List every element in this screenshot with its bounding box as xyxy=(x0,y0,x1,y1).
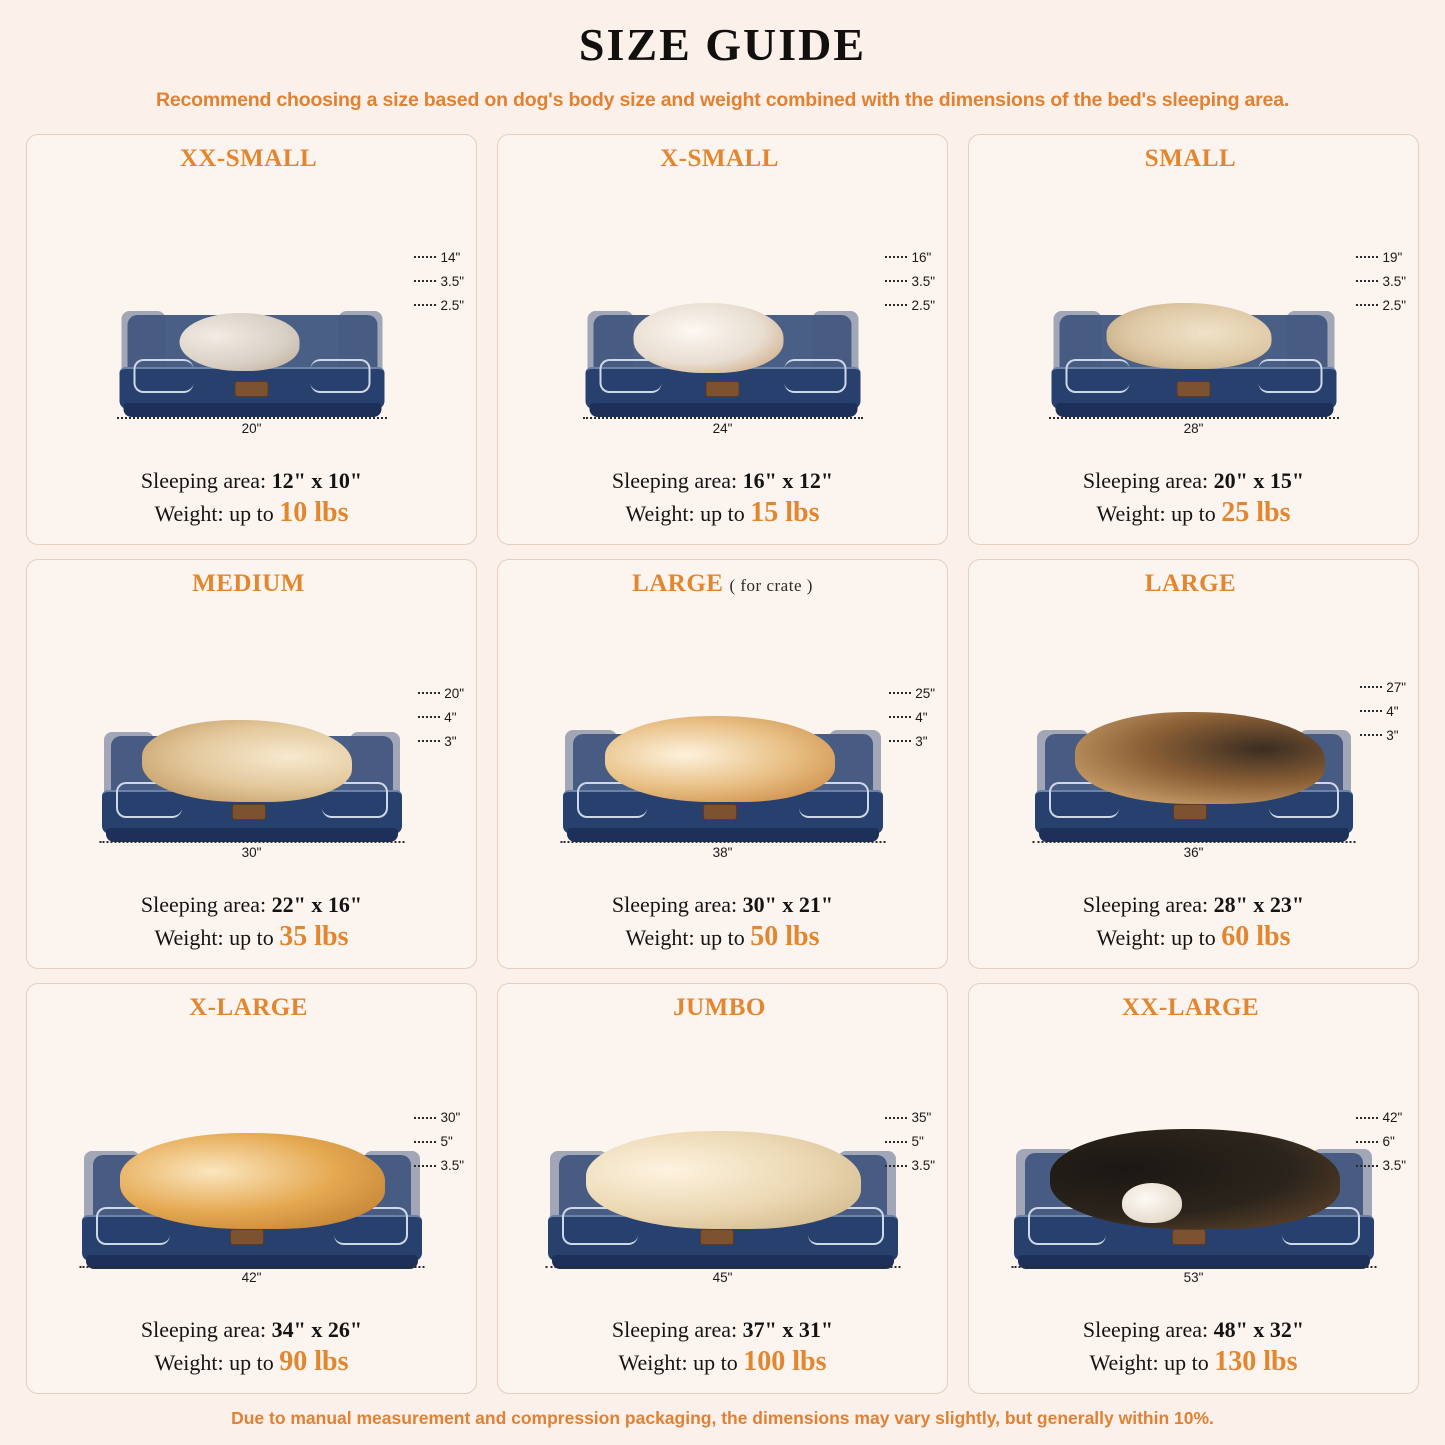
bed-illustration xyxy=(506,1024,939,1311)
bed-illustration xyxy=(977,175,1410,462)
dim-width: 30" xyxy=(99,841,404,860)
card-title-text: X-SMALL xyxy=(660,145,779,172)
bed-base xyxy=(589,403,857,417)
height-dimensions xyxy=(414,1110,464,1173)
dim-height: 42" xyxy=(1356,1110,1402,1125)
brand-tag xyxy=(1172,1229,1206,1245)
card-title xyxy=(660,145,785,173)
bed-illustration xyxy=(506,175,939,462)
dog-bed-graphic xyxy=(1014,1135,1374,1275)
dim-base: 2.5" xyxy=(885,298,935,313)
bed-illustration xyxy=(35,1024,468,1311)
card-title-text: X-LARGE xyxy=(189,994,308,1022)
size-card-medium xyxy=(26,559,477,970)
card-title xyxy=(673,994,772,1022)
size-card-grid xyxy=(26,134,1419,1394)
card-title-text: XX-LARGE xyxy=(1121,994,1260,1022)
animal-chihuahua xyxy=(1122,1183,1182,1223)
sleeping-area-line: Sleeping area: 28" x 23" xyxy=(1082,892,1305,918)
brand-tag xyxy=(703,804,737,820)
height-dimensions xyxy=(1356,1110,1406,1173)
sleeping-area-value: 34" x 26" xyxy=(271,1317,363,1342)
card-title-note: ( for crate ) xyxy=(729,575,813,595)
dim-bolster: 4" xyxy=(418,710,456,725)
dim-height: 25" xyxy=(889,686,935,701)
card-title-text: SMALL xyxy=(1144,145,1237,172)
weight-value: 130 lbs xyxy=(1214,1346,1298,1378)
brand-tag xyxy=(705,381,739,397)
dim-base: 2.5" xyxy=(1356,298,1406,313)
bed-base xyxy=(123,403,381,417)
height-dimensions xyxy=(414,250,464,313)
sleeping-area-line: Sleeping area: 30" x 21" xyxy=(611,892,834,918)
card-title xyxy=(192,570,311,598)
dim-bolster: 3.5" xyxy=(885,274,935,289)
sleeping-area-value: 28" x 23" xyxy=(1213,892,1305,918)
brand-tag xyxy=(1176,381,1210,397)
weight-value: 50 lbs xyxy=(750,921,820,953)
weight-line: Weight: up to 100 lbs xyxy=(618,1346,827,1378)
dim-base: 3" xyxy=(889,734,927,749)
bed-illustration xyxy=(977,1024,1410,1311)
weight-line: Weight: up to 25 lbs xyxy=(1096,496,1291,528)
brand-tag xyxy=(1173,804,1207,820)
dog-bed-graphic xyxy=(102,718,402,848)
card-specs xyxy=(612,466,833,532)
dim-bolster: 3.5" xyxy=(1356,274,1406,289)
sleeping-area-line: Sleeping area: 48" x 32" xyxy=(1082,1317,1305,1342)
card-specs xyxy=(612,1315,833,1381)
card-title-text: LARGE xyxy=(632,569,724,597)
dim-base: 3.5" xyxy=(1356,1158,1406,1173)
dim-base: 3" xyxy=(418,734,456,749)
weight-value: 25 lbs xyxy=(1221,496,1291,528)
size-card-xx-small xyxy=(26,134,477,545)
dim-base: 3.5" xyxy=(885,1158,935,1173)
card-title xyxy=(189,994,314,1022)
weight-value: 15 lbs xyxy=(750,496,820,528)
weight-value: 100 lbs xyxy=(743,1346,827,1378)
dim-width: 36" xyxy=(1032,841,1355,860)
dog-bed-graphic xyxy=(82,1137,422,1275)
height-dimensions xyxy=(885,1110,935,1173)
card-specs xyxy=(1083,1315,1304,1381)
weight-line: Weight: up to 50 lbs xyxy=(625,921,820,953)
card-title-text: JUMBO xyxy=(673,994,766,1022)
weight-value: 10 lbs xyxy=(279,496,349,528)
dim-height: 35" xyxy=(885,1110,931,1125)
animal-french-bulldog xyxy=(1106,303,1271,369)
sleeping-area-line: Sleeping area: 20" x 15" xyxy=(1082,467,1305,493)
dim-width: 20" xyxy=(117,417,387,436)
weight-line: Weight: up to 130 lbs xyxy=(1089,1346,1298,1378)
weight-line: Weight: up to 10 lbs xyxy=(154,496,349,528)
bed-piping-right xyxy=(1258,359,1322,393)
card-specs xyxy=(1083,890,1304,956)
dim-height: 20" xyxy=(418,686,464,701)
sleeping-area-value: 37" x 31" xyxy=(742,1317,834,1342)
bed-illustration xyxy=(506,600,939,887)
animal-golden-retriever xyxy=(120,1133,385,1229)
animal-rottweiler xyxy=(1050,1129,1340,1229)
brand-tag xyxy=(234,381,268,397)
dim-width: 28" xyxy=(1049,417,1339,436)
animal-ragdoll-cat xyxy=(179,313,299,371)
height-dimensions xyxy=(418,686,464,749)
bed-illustration xyxy=(35,600,468,887)
brand-tag xyxy=(230,1229,264,1245)
bed-base xyxy=(106,828,398,842)
card-specs xyxy=(141,890,362,956)
dim-height: 19" xyxy=(1356,250,1402,265)
dim-width: 42" xyxy=(79,1266,424,1285)
dog-bed-graphic xyxy=(585,297,860,422)
height-dimensions xyxy=(885,250,935,313)
sleeping-area-value: 16" x 12" xyxy=(742,467,834,493)
sleeping-area-line: Sleeping area: 22" x 16" xyxy=(140,892,363,918)
dog-bed-graphic xyxy=(1035,716,1353,848)
page-title: SIZE GUIDE xyxy=(578,19,867,70)
bed-piping-left xyxy=(599,359,661,393)
dim-bolster: 5" xyxy=(885,1134,923,1149)
sleeping-area-line: Sleeping area: 12" x 10" xyxy=(140,467,363,493)
weight-line: Weight: up to 35 lbs xyxy=(154,921,349,953)
brand-tag xyxy=(232,804,266,820)
weight-value: 90 lbs xyxy=(279,1346,349,1378)
card-title-text: MEDIUM xyxy=(192,569,305,597)
bed-base xyxy=(1039,828,1349,842)
weight-line: Weight: up to 90 lbs xyxy=(154,1346,349,1378)
disclaimer-note: Due to manual measurement and compression packaging, the dimensions may vary slightly, but generally within 10%. xyxy=(231,1408,1214,1428)
size-card-jumbo xyxy=(497,983,948,1394)
size-card-x-small xyxy=(497,134,948,545)
dim-bolster: 6" xyxy=(1356,1134,1394,1149)
animal-shiba-inu xyxy=(605,716,835,802)
dim-base: 3" xyxy=(1360,728,1398,743)
dim-height: 16" xyxy=(885,250,931,265)
dog-bed-graphic xyxy=(563,716,883,848)
size-card-small xyxy=(968,134,1419,545)
animal-australian-shepherd xyxy=(1075,712,1325,804)
bed-piping-right xyxy=(310,359,370,393)
bed-illustration xyxy=(977,600,1410,887)
sleeping-area-line: Sleeping area: 16" x 12" xyxy=(611,467,834,493)
animal-labrador xyxy=(586,1131,861,1229)
dim-width: 24" xyxy=(583,417,863,436)
size-card-x-large xyxy=(26,983,477,1394)
sleeping-area-line: Sleeping area: 34" x 26" xyxy=(140,1317,363,1342)
card-specs xyxy=(141,466,362,532)
dim-height: 27" xyxy=(1360,680,1406,695)
size-card-large-crate xyxy=(497,559,948,970)
weight-value: 35 lbs xyxy=(279,921,349,953)
card-title-text: XX-SMALL xyxy=(179,145,318,172)
bed-illustration xyxy=(35,175,468,462)
brand-tag xyxy=(700,1229,734,1245)
weight-value: 60 lbs xyxy=(1221,921,1291,953)
dim-height: 14" xyxy=(414,250,460,265)
size-card-large xyxy=(968,559,1419,970)
animal-corgi xyxy=(142,720,352,802)
weight-line: Weight: up to 60 lbs xyxy=(1096,921,1291,953)
dim-base: 2.5" xyxy=(414,298,464,313)
sleeping-area-value: 22" x 16" xyxy=(271,892,363,918)
bed-base xyxy=(567,828,879,842)
dim-width: 45" xyxy=(545,1266,900,1285)
sleeping-area-line: Sleeping area: 37" x 31" xyxy=(611,1317,834,1342)
page-subtitle: Recommend choosing a size based on dog's body size and weight combined with the dimensions of the bed's sleeping area. xyxy=(155,89,1290,111)
bed-piping-left xyxy=(1065,359,1129,393)
weight-line: Weight: up to 15 lbs xyxy=(625,496,820,528)
card-title xyxy=(1145,145,1242,173)
dog-bed-graphic xyxy=(119,297,384,422)
card-title xyxy=(180,145,323,173)
sleeping-area-value: 12" x 10" xyxy=(271,467,363,493)
dog-bed-graphic xyxy=(1051,297,1336,422)
dim-width: 38" xyxy=(560,841,885,860)
bed-piping-right xyxy=(784,359,846,393)
size-card-xx-large xyxy=(968,983,1419,1394)
card-title xyxy=(1122,994,1265,1022)
card-title xyxy=(632,570,813,598)
height-dimensions xyxy=(1360,680,1406,743)
card-title xyxy=(1145,570,1242,598)
bed-base xyxy=(1055,403,1333,417)
height-dimensions xyxy=(889,686,935,749)
card-specs xyxy=(141,1315,362,1381)
animal-shih-tzu xyxy=(633,303,783,373)
card-specs xyxy=(1083,466,1304,532)
card-specs xyxy=(612,890,833,956)
dim-base: 3.5" xyxy=(414,1158,464,1173)
dog-bed-graphic xyxy=(548,1137,898,1275)
dim-bolster: 5" xyxy=(414,1134,452,1149)
dim-bolster: 4" xyxy=(889,710,927,725)
bed-piping-left xyxy=(133,359,193,393)
height-dimensions xyxy=(1356,250,1406,313)
sleeping-area-value: 48" x 32" xyxy=(1213,1317,1305,1342)
dim-bolster: 3.5" xyxy=(414,274,464,289)
sleeping-area-value: 30" x 21" xyxy=(742,892,834,918)
dim-height: 30" xyxy=(414,1110,460,1125)
dim-width: 53" xyxy=(1011,1266,1376,1285)
sleeping-area-value: 20" x 15" xyxy=(1213,467,1305,493)
dim-bolster: 4" xyxy=(1360,704,1398,719)
card-title-text: LARGE xyxy=(1144,569,1237,597)
